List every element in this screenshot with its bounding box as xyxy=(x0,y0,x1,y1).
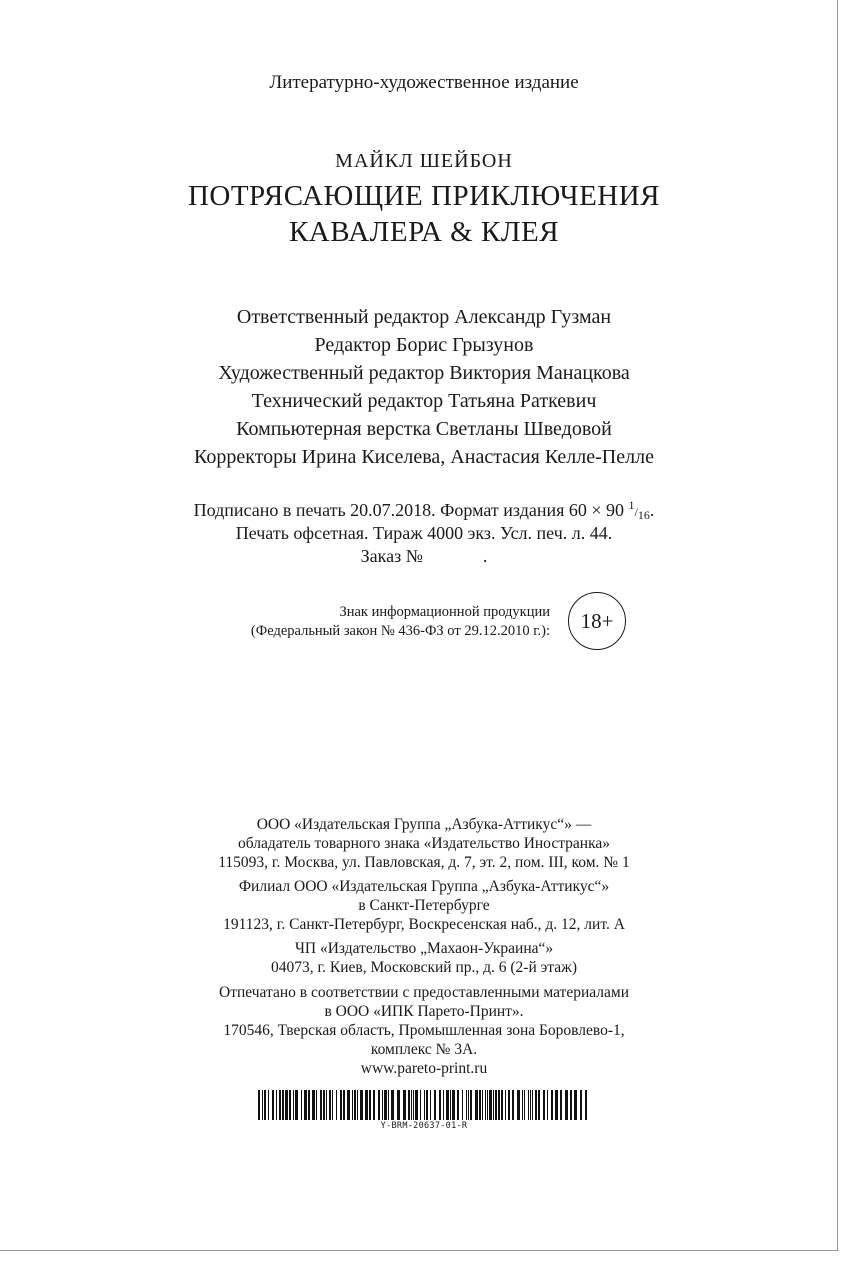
barcode-bar xyxy=(487,1090,488,1120)
barcode-bar xyxy=(505,1090,506,1120)
barcode-bar xyxy=(547,1090,548,1120)
barcode-bar xyxy=(264,1090,266,1120)
barcode-bar xyxy=(282,1090,284,1120)
barcode-bar xyxy=(522,1090,523,1120)
barcode-bar xyxy=(535,1090,537,1120)
barcode-bar xyxy=(347,1090,350,1120)
barcode-bar xyxy=(574,1090,577,1120)
barcode-bar xyxy=(357,1090,358,1120)
publisher-line: в Санкт-Петербурге xyxy=(358,897,490,914)
book-title-line-2: КАВАЛЕРА & КЛЕЯ xyxy=(288,216,560,248)
barcode-bar xyxy=(495,1090,497,1120)
barcode-bar xyxy=(276,1090,277,1120)
barcode-bar xyxy=(532,1090,533,1120)
barcode-bar xyxy=(289,1090,291,1120)
barcode-bar xyxy=(493,1090,494,1120)
barcode-bar xyxy=(426,1090,428,1120)
credit-line: Редактор Борис Грызунов xyxy=(314,334,534,356)
barcode-bar xyxy=(354,1090,356,1120)
barcode-bar xyxy=(466,1090,467,1120)
printer-line: в ООО «ИПК Парето-Принт». xyxy=(324,1003,524,1020)
format-denominator: 16 xyxy=(637,508,650,522)
barcode-code: Y-BRM-20637-01-R xyxy=(380,1121,468,1131)
barcode-bar xyxy=(512,1090,514,1120)
print-info-line-1 xyxy=(0,500,848,521)
barcode-bar xyxy=(457,1090,459,1120)
print-info-line-2: Печать офсетная. Тираж 4000 экз. Усл. печ. л. 44. xyxy=(235,523,613,543)
barcode-bar xyxy=(501,1090,503,1120)
barcode-bar xyxy=(570,1090,572,1120)
barcode-bar xyxy=(262,1090,263,1120)
barcode-bar xyxy=(285,1090,288,1120)
publisher-line: обладатель товарного знака «Издательство Иностранка» xyxy=(237,835,611,852)
barcode-bar xyxy=(489,1090,492,1120)
print-info-end: . xyxy=(649,500,655,520)
barcode-bar xyxy=(538,1090,540,1120)
publisher-line: ООО «Издательская Группа „Азбука-Аттикус“» — xyxy=(256,816,592,833)
barcode-bar xyxy=(360,1090,363,1120)
credit-line: Художественный редактор Виктория Манацкова xyxy=(218,362,630,384)
barcode-bar xyxy=(482,1090,483,1120)
publisher-line: ЧП «Издательство „Махаон-Украина“» xyxy=(294,940,554,957)
credit-line: Технический редактор Татьяна Раткевич xyxy=(251,390,597,412)
barcode-bar xyxy=(323,1090,325,1120)
barcode-bar xyxy=(543,1090,545,1120)
barcode-bar xyxy=(424,1090,425,1120)
credit-line: Ответственный редактор Александр Гузман xyxy=(236,306,612,328)
barcode-bar xyxy=(470,1090,472,1120)
barcode-bar xyxy=(268,1090,269,1120)
barcode-bar xyxy=(336,1090,337,1120)
barcode-bar xyxy=(420,1090,421,1120)
printer-line: Отпечатано в соответствии с предоставленными материалами xyxy=(219,984,629,1001)
barcode-bar xyxy=(343,1090,345,1120)
info-sign-line-1: Знак информационной продукции xyxy=(339,604,550,620)
info-sign-line-2: (Федеральный закон № 436-ФЗ от 29.12.2010 г.): xyxy=(250,623,550,639)
barcode-bar xyxy=(585,1090,587,1120)
publisher-line: Филиал ООО «Издательская Группа „Азбука-Аттикус“» xyxy=(238,878,610,895)
barcode-bar xyxy=(528,1090,529,1120)
barcode-bar xyxy=(411,1090,412,1120)
barcode-bar xyxy=(413,1090,414,1120)
barcode-bar xyxy=(312,1090,315,1120)
barcode-bar xyxy=(308,1090,310,1120)
barcode-bar xyxy=(378,1090,380,1120)
publisher-line: 04073, г. Киев, Московский пр., д. 6 (2-й этаж) xyxy=(271,959,577,976)
barcode-bar xyxy=(415,1090,418,1120)
barcode-bar xyxy=(555,1090,558,1120)
barcode-bar xyxy=(430,1090,431,1120)
barcode-bar xyxy=(365,1090,368,1120)
barcode-bar xyxy=(329,1090,331,1120)
barcode-bar xyxy=(403,1090,406,1120)
barcode-bar xyxy=(316,1090,317,1120)
barcode-bar xyxy=(439,1090,441,1120)
barcode-bar xyxy=(293,1090,294,1120)
barcode-bar xyxy=(462,1090,463,1120)
barcode-bar xyxy=(524,1090,525,1120)
barcode-bar xyxy=(508,1090,510,1120)
barcode-bar xyxy=(304,1090,307,1120)
barcode-bar xyxy=(301,1090,302,1120)
page-edge-bottom xyxy=(0,1250,839,1251)
barcode-bar xyxy=(565,1090,568,1120)
barcode-bar xyxy=(369,1090,371,1120)
barcode-bar xyxy=(498,1090,500,1120)
barcode-bar xyxy=(452,1090,455,1120)
printer-line: 170546, Тверская область, Промышленная зона Боровлево-1, xyxy=(223,1022,625,1039)
barcode-bar xyxy=(517,1090,520,1120)
barcode-bar xyxy=(450,1090,451,1120)
credit-line: Корректоры Ирина Киселева, Анастасия Келле-Пелле xyxy=(194,446,654,468)
barcode-bar xyxy=(475,1090,478,1120)
print-info-text: Подписано в печать 20.07.2018. Формат издания 60 × 90 xyxy=(193,500,625,520)
publisher-line: 191123, г. Санкт-Петербург, Воскресенская наб., д. 12, лит. А xyxy=(223,916,625,933)
barcode-bar xyxy=(408,1090,410,1120)
book-title-line-1: ПОТРЯСАЮЩИЕ ПРИКЛЮЧЕНИЯ xyxy=(187,180,661,212)
barcode-bar xyxy=(391,1090,394,1120)
order-end: . xyxy=(482,546,488,566)
barcode-bar xyxy=(560,1090,562,1120)
barcode-bar xyxy=(397,1090,400,1120)
barcode-image xyxy=(258,1090,590,1120)
barcode-bar xyxy=(479,1090,481,1120)
barcode-bar xyxy=(295,1090,298,1120)
barcode-bar xyxy=(388,1090,389,1120)
barcode-bar xyxy=(272,1090,274,1120)
age-rating-badge xyxy=(568,592,626,650)
barcode-bar xyxy=(279,1090,281,1120)
barcode-bar xyxy=(468,1090,469,1120)
barcode-bar xyxy=(485,1090,486,1120)
barcode-bar xyxy=(373,1090,375,1120)
age-rating-text: 18+ xyxy=(580,608,614,633)
publisher-line: 115093, г. Москва, ул. Павловская, д. 7, эт. 2, пом. III, ком. № 1 xyxy=(218,854,630,871)
barcode-bar xyxy=(258,1090,260,1120)
barcode-bar xyxy=(580,1090,582,1120)
credit-line: Компьютерная верстка Светланы Шведовой xyxy=(236,418,612,440)
order-label: Заказ № xyxy=(360,546,423,566)
printer-line: комплекс № 3А. xyxy=(370,1041,478,1058)
author-name: МАЙКЛ ШЕЙБОН xyxy=(335,150,513,172)
barcode-bar xyxy=(326,1090,327,1120)
barcode-bar xyxy=(352,1090,353,1120)
barcode-bar xyxy=(382,1090,383,1120)
format-numerator: 1 xyxy=(628,498,635,512)
genre-line: Литературно-художественное издание xyxy=(269,72,579,93)
format-slash: / xyxy=(634,505,638,519)
print-info-line-3 xyxy=(0,546,848,567)
barcode-bar xyxy=(446,1090,449,1120)
printer-website: www.pareto-print.ru xyxy=(360,1060,488,1077)
barcode-bar xyxy=(434,1090,436,1120)
barcode-bar xyxy=(384,1090,387,1120)
barcode-bar xyxy=(530,1090,531,1120)
barcode-bar xyxy=(340,1090,342,1120)
barcode-bar xyxy=(443,1090,444,1120)
barcode-bar xyxy=(332,1090,333,1120)
barcode-bar xyxy=(551,1090,553,1120)
info-product-sign xyxy=(200,603,550,641)
format-fraction xyxy=(628,498,650,522)
barcode-bar xyxy=(320,1090,322,1120)
